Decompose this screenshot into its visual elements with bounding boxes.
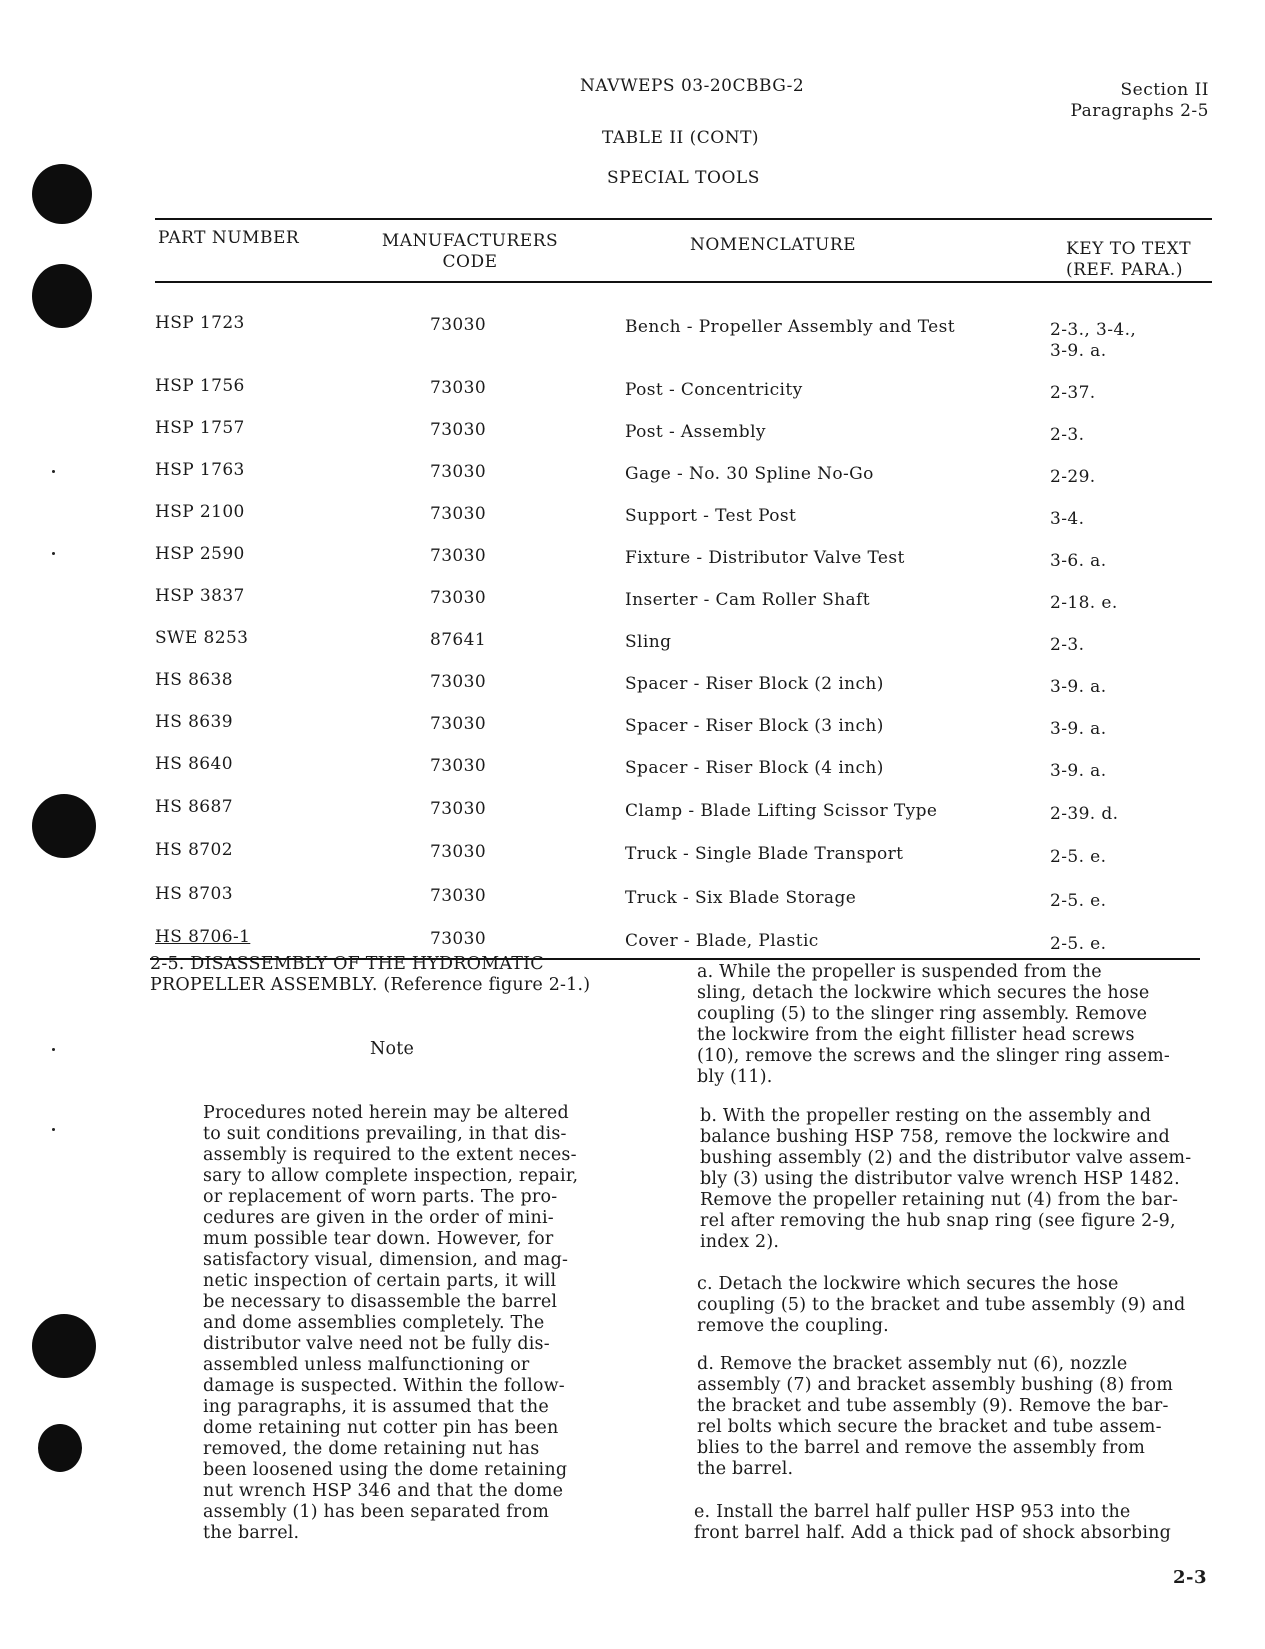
mfr-code-cell: 73030 xyxy=(430,378,487,398)
note-label: Note xyxy=(370,1039,415,1059)
part-number-cell: HS 8706-1 xyxy=(155,927,251,947)
key-to-text-cell: 3-9. a. xyxy=(1050,761,1107,781)
part-number-cell: HSP 2100 xyxy=(155,502,245,522)
mfr-code-cell: 73030 xyxy=(430,929,487,949)
note-text xyxy=(203,1103,643,1544)
paragraph-d xyxy=(697,1354,1207,1480)
key-to-text-cell: 3-6. a. xyxy=(1050,551,1107,571)
mfr-code-cell: 73030 xyxy=(430,756,487,776)
mfr-code-cell: 73030 xyxy=(430,504,487,524)
doc-number: NAVWEPS 03-20CBBG-2 xyxy=(580,76,805,96)
nomenclature-cell: Spacer - Riser Block (4 inch) xyxy=(625,758,884,778)
key-to-text-cell: 3-9. a. xyxy=(1050,677,1107,697)
nomenclature-cell: Spacer - Riser Block (2 inch) xyxy=(625,674,884,694)
paragraph-d-text: d. Remove the bracket assembly nut (6), nozzle assembly (7) and bracket assembly bushing (8) from the bracket and tube assembly (9). Remove the bar- rel bolts which secure the bracket and tube assem- blies to the barrel and remove the assembly from the barrel. xyxy=(697,1354,1174,1479)
key-to-text-cell: 2-39. d. xyxy=(1050,804,1119,824)
note-paragraph: Procedures noted herein may be altered to suit conditions prevailing, in that dis- assembly is required to the extent neces- sary to allow complete inspection, repair, or replacement of worn parts. The pro- cedures are given in the order of mini- mum possible tear down. However, for satisfactory visual, dimension, and mag- netic inspection of certain parts, it will be necessary to disassemble the barrel and dome assemblies completely. The distributor valve need not be fully dis- assembled unless malfunctioning or damage is suspected. Within the follow- ing paragraphs, it is assumed that the dome retaining nut cotter pin has been removed, the dome retaining nut has been loosened using the dome retaining nut wrench HSP 346 and that the dome assembly (1) has been separated from the barrel. xyxy=(203,1103,579,1543)
paragraph-a-text: a. While the propeller is suspended from the sling, detach the lockwire which secures the hose coupling (5) to the slinger ring assembly. Remove the lockwire from the eight fillister head screws (10), remove the screws and the slinger ring assem- bly (11). xyxy=(697,962,1171,1087)
mfr-code-cell: 73030 xyxy=(430,315,487,335)
key-to-text-cell: 3-4. xyxy=(1050,509,1085,529)
col-header-key-line1: KEY TO TEXT xyxy=(1066,239,1192,259)
speck xyxy=(52,552,55,555)
part-number-cell: HSP 1723 xyxy=(155,313,245,333)
speck xyxy=(52,470,55,473)
punch-hole xyxy=(32,264,92,328)
mfr-code-cell: 73030 xyxy=(430,886,487,906)
nomenclature-cell: Bench - Propeller Assembly and Test xyxy=(625,317,955,337)
table-title: TABLE II (CONT) xyxy=(602,128,760,148)
part-number-cell: HS 8640 xyxy=(155,754,233,774)
part-number-cell: HSP 1756 xyxy=(155,376,245,396)
section-label: Section II xyxy=(1120,80,1209,100)
mfr-code-cell: 73030 xyxy=(430,420,487,440)
table-header-rule xyxy=(155,281,1212,283)
part-number-cell: HS 8702 xyxy=(155,840,233,860)
col-header-nomenclature: NOMENCLATURE xyxy=(690,235,857,255)
col-header-mfr-code xyxy=(378,231,562,273)
key-to-text-cell: 3-9. a. xyxy=(1050,719,1107,739)
section-heading xyxy=(150,954,650,996)
paragraph-e-text: e. Install the barrel half puller HSP 953 into the front barrel half. Add a thick pad of shock absorbing xyxy=(694,1502,1171,1543)
nomenclature-cell: Clamp - Blade Lifting Scissor Type xyxy=(625,801,938,821)
speck xyxy=(52,1048,55,1051)
mfr-code-cell: 73030 xyxy=(430,714,487,734)
punch-hole xyxy=(32,1314,96,1378)
part-number-cell: HSP 2590 xyxy=(155,544,245,564)
key-to-text-cell: 2-5. e. xyxy=(1050,847,1107,867)
col-header-mfr-code-line2: CODE xyxy=(442,252,498,272)
nomenclature-cell: Post - Concentricity xyxy=(625,380,803,400)
paragraph-b xyxy=(700,1106,1210,1253)
nomenclature-cell: Cover - Blade, Plastic xyxy=(625,931,819,951)
part-number-cell: HS 8638 xyxy=(155,670,233,690)
section-heading-line2: PROPELLER ASSEMBLY. (Reference figure 2-1.) xyxy=(150,975,591,995)
punch-hole xyxy=(38,1424,82,1472)
part-number-cell: HS 8639 xyxy=(155,712,233,732)
speck xyxy=(52,1128,55,1131)
nomenclature-cell: Support - Test Post xyxy=(625,506,797,526)
paragraph-c xyxy=(697,1274,1207,1337)
nomenclature-cell: Truck - Six Blade Storage xyxy=(625,888,857,908)
key-to-text-cell: 2-3. xyxy=(1050,425,1085,445)
mfr-code-cell: 73030 xyxy=(430,799,487,819)
paragraph-b-text: b. With the propeller resting on the assembly and balance bushing HSP 758, remove the lockwire and bushing assembly (2) and the distributor valve assem- bly (3) using the distributor valve wrench HSP 1482. Remove the propeller retaining nut (4) from the bar- rel after removing the hub snap ring (see figure 2-9, index 2). xyxy=(700,1106,1192,1252)
punch-hole xyxy=(32,794,96,858)
section-heading-line1: 2-5. DISASSEMBLY OF THE HYDROMATIC xyxy=(150,954,544,974)
part-number-cell: HSP 1763 xyxy=(155,460,245,480)
paragraph-a xyxy=(697,962,1207,1088)
part-number-cell: HSP 1757 xyxy=(155,418,245,438)
col-header-key-line2: (REF. PARA.) xyxy=(1066,260,1184,280)
paragraph-e xyxy=(694,1502,1209,1544)
mfr-code-cell: 73030 xyxy=(430,588,487,608)
col-header-mfr-code-line1: MANUFACTURERS xyxy=(381,231,559,251)
key-to-text-cell: 2-5. e. xyxy=(1050,934,1107,954)
part-number-cell: SWE 8253 xyxy=(155,628,249,648)
paragraphs-label: Paragraphs 2-5 xyxy=(1070,101,1209,121)
nomenclature-cell: Sling xyxy=(625,632,672,652)
table-subtitle: SPECIAL TOOLS xyxy=(607,168,760,188)
paragraph-c-text: c. Detach the lockwire which secures the hose coupling (5) to the bracket and tube assembly (9) and remove the coupling. xyxy=(697,1274,1186,1336)
key-to-text-cell: 2-5. e. xyxy=(1050,891,1107,911)
key-to-text-cell: 2-3. xyxy=(1050,635,1085,655)
key-to-text-cell: 2-18. e. xyxy=(1050,593,1118,613)
key-to-text-cell: 2-29. xyxy=(1050,467,1096,487)
nomenclature-cell: Spacer - Riser Block (3 inch) xyxy=(625,716,884,736)
nomenclature-cell: Truck - Single Blade Transport xyxy=(625,844,904,864)
key-to-text-cell: 2-37. xyxy=(1050,383,1096,403)
part-number-cell: HSP 3837 xyxy=(155,586,245,606)
mfr-code-cell: 87641 xyxy=(430,630,487,650)
key-to-text-cell: 2-3., 3-4., 3-9. a. xyxy=(1050,320,1137,361)
col-header-key-to-text xyxy=(1066,239,1191,281)
mfr-code-cell: 73030 xyxy=(430,672,487,692)
punch-hole xyxy=(32,164,92,224)
part-number-cell: HS 8703 xyxy=(155,884,233,904)
nomenclature-cell: Inserter - Cam Roller Shaft xyxy=(625,590,870,610)
table-top-rule xyxy=(155,218,1212,220)
nomenclature-cell: Fixture - Distributor Valve Test xyxy=(625,548,905,568)
mfr-code-cell: 73030 xyxy=(430,546,487,566)
col-header-part-number: PART NUMBER xyxy=(158,228,300,248)
nomenclature-cell: Gage - No. 30 Spline No-Go xyxy=(625,464,874,484)
mfr-code-cell: 73030 xyxy=(430,462,487,482)
part-number-cell: HS 8687 xyxy=(155,797,233,817)
nomenclature-cell: Post - Assembly xyxy=(625,422,766,442)
page-number: 2-3 xyxy=(1172,1567,1207,1588)
mfr-code-cell: 73030 xyxy=(430,842,487,862)
